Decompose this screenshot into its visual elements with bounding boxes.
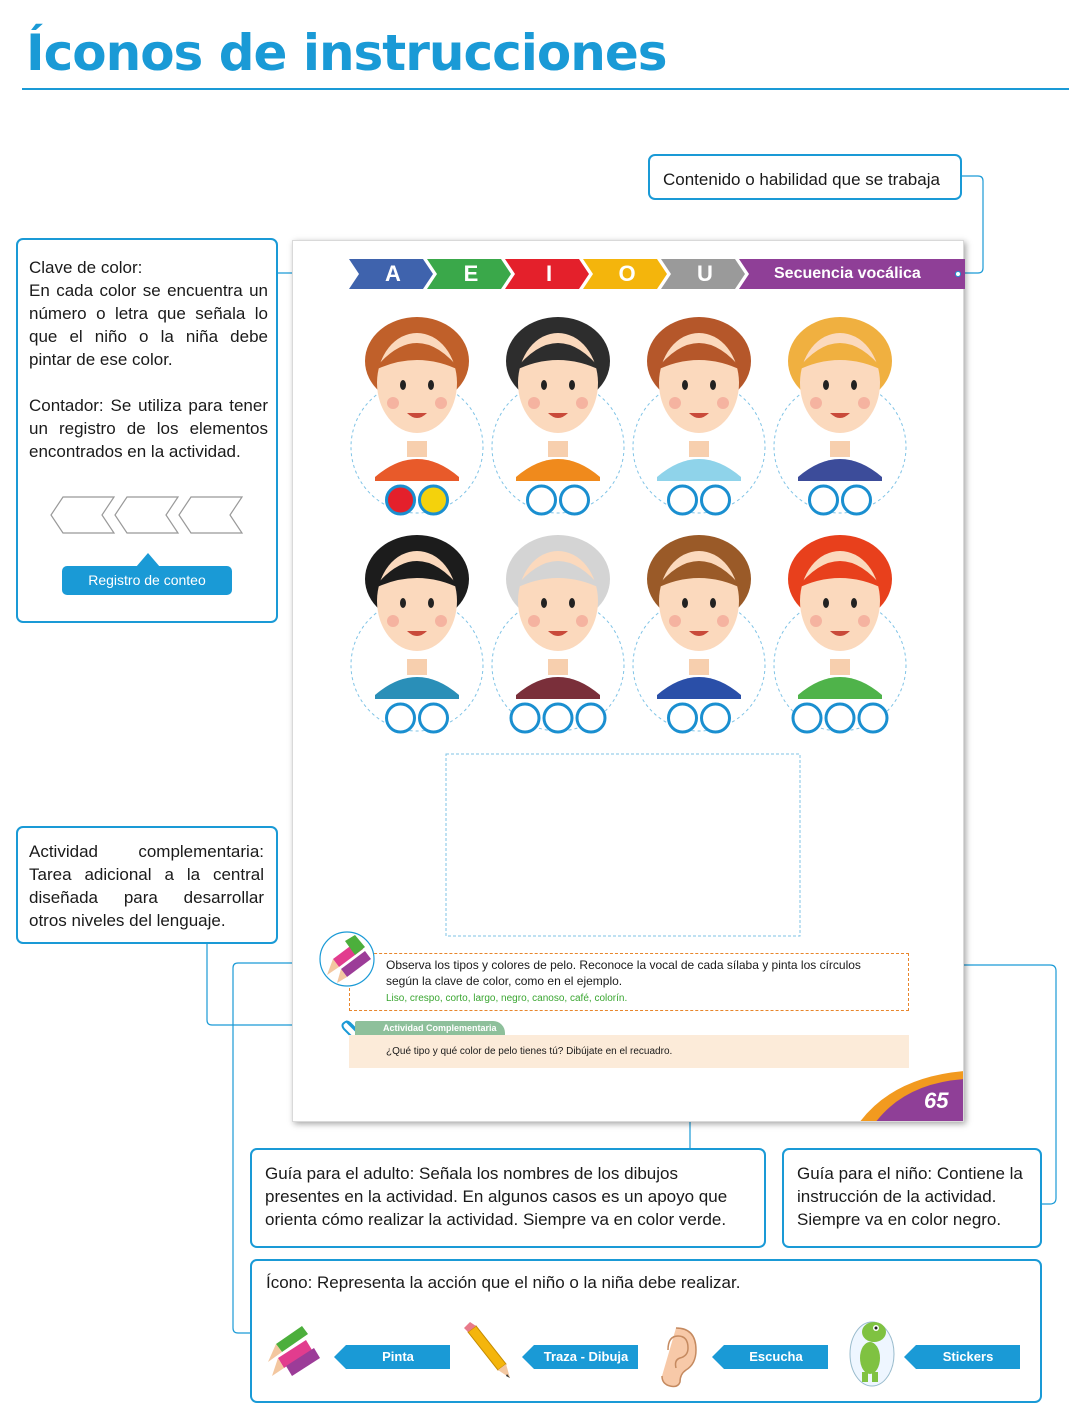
child-face-8 [774,535,906,732]
page-number: 65 [924,1088,949,1113]
child-guide-callout [782,1148,1042,1248]
adult-guide-words: Liso, crespo, corto, largo, negro, canoso, café, colorín. [386,993,628,1004]
trace-draw-label: Traza - Dibuja [534,1345,638,1369]
listen-label: Escucha [724,1345,828,1369]
adult-guide-callout [250,1148,766,1248]
child-face-4 [774,317,906,514]
child-instruction: Observa los tipos y colores de pelo. Reconoce la vocal de cada sílaba y pinta los círculos según la clave de color, como en el ejemplo. [386,958,861,988]
sequence-label: Secuencia vocálica [774,265,921,282]
child-face-1 [351,317,483,514]
paint-label: Pinta [346,1345,450,1369]
complementary-activity-text: Actividad complementaria: Tarea adicional a la central diseñada para desarrollar otros niveles del lenguaje. [29,842,264,930]
adult-guide-text: Guía para el adulto: Señala los nombres de los dibujos presentes en la actividad. En algunos casos es un apoyo que orienta cómo realizar la actividad. Siempre va en color verde. [265,1164,728,1229]
pencil-icon [462,1322,512,1382]
dinosaur-sticker-icon [848,1316,898,1388]
ear-icon [650,1324,700,1388]
color-key-callout [16,238,278,623]
icon-legend-text: Ícono: Representa la acción que el niño o la niña debe realizar. [266,1273,741,1292]
stickers-label: Stickers [916,1345,1020,1369]
counter-chevrons [50,494,250,544]
color-key-text: En cada color se encuentra un número o letra que señala lo que el niño o la niña debe pintar de ese color. [29,281,268,369]
vowel-letter-u: U [697,261,713,286]
crayons-icon [313,927,383,987]
content-skill-callout [648,154,962,200]
icon-legend-callout [250,1259,1042,1403]
connector-dot [956,272,961,277]
page-title: Íconos de instrucciones [26,24,667,82]
content-skill-text: Contenido o habilidad que se trabaja [663,170,940,189]
vowel-letter-o: O [618,261,636,286]
color-key-heading: Clave de color: [29,258,143,277]
faces-grid [293,241,964,741]
activity-tab: Actividad Complementaria [355,1021,505,1035]
vowel-letter-i: I [545,261,553,286]
vowel-letter-a: A [385,261,401,286]
child-face-3 [633,317,765,514]
count-register-label: Registro de conteo [62,566,232,595]
counter-pointer [136,553,160,567]
counter-text: Contador: Se utiliza para tener un registro de los elementos encontrados en la actividad. [29,396,268,461]
child-face-6 [492,535,624,732]
child-face-2 [492,317,624,514]
child-guide-text: Guía para el niño: Contiene la instrucción de la actividad. Siempre va en color negro. [797,1164,1023,1229]
child-face-7 [633,535,765,732]
vowel-letter-e: E [463,261,479,286]
complementary-activity-callout [16,826,278,944]
crayons-icon [266,1322,326,1382]
activity-text: ¿Qué tipo y qué color de pelo tienes tú? Dibújate en el recuadro. [386,1046,673,1057]
child-face-5 [351,535,483,732]
